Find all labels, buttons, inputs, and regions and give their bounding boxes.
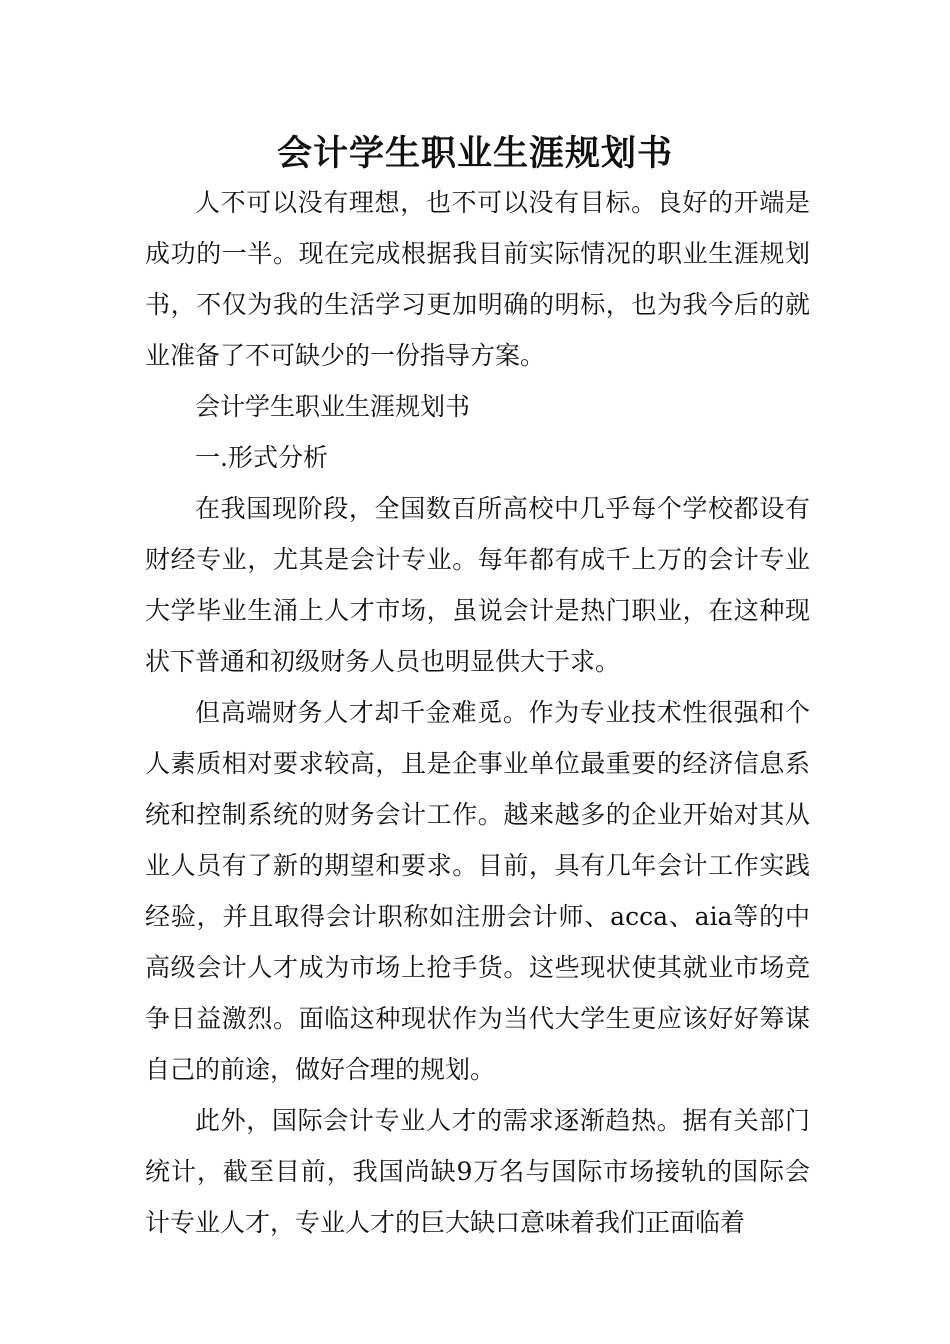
paragraph-high-end-talent: 但高端财务人才却千金难觅。作为专业技术性很强和个人素质相对要求较高，且是企事业单位最重要的经济信息系统和控制系统的财务会计工作。越来越多的企业开始对其从业人员有了新的期望和要求。目前，具有几年会计工作实践经验，并且取得会计职称如注册会计师、acca、aia等的中高级会计人才成为市场上抢手货。这些现状使其就业市场竞争日益激烈。面临这种现状作为当代大学生更应该好好筹谋自己的前途，做好合理的规划。 [145,698,810,1084]
paragraph-current-situation: 在我国现阶段，全国数百所高校中几乎每个学校都设有财经专业，尤其是会计专业。每年都有成千上万的会计专业大学毕业生涌上人才市场，虽说会计是热门职业，在这种现状下普通和初级财务人员也明显供大于求。 [145,494,810,676]
paragraph-intro: 人不可以没有理想，也不可以没有目标。良好的开端是成功的一半。现在完成根据我目前实际情况的职业生涯规划书，不仅为我的生活学习更加明确的明标，也为我今后的就业准备了不可缺少的一份指导方案。 [145,188,810,370]
paragraph-international-demand: 此外，国际会计专业人才的需求逐渐趋热。据有关部门统计，截至目前，我国尚缺9万名与国际市场接轨的国际会计专业人才，专业人才的巨大缺口意味着我们正面临着 [145,1106,810,1237]
document-title: 会计学生职业生涯规划书 [276,133,673,174]
paragraph-subtitle: 会计学生职业生涯规划书 [195,392,471,421]
document-body [145,177,810,1248]
section-heading-situation-analysis: 一.形式分析 [195,443,328,472]
